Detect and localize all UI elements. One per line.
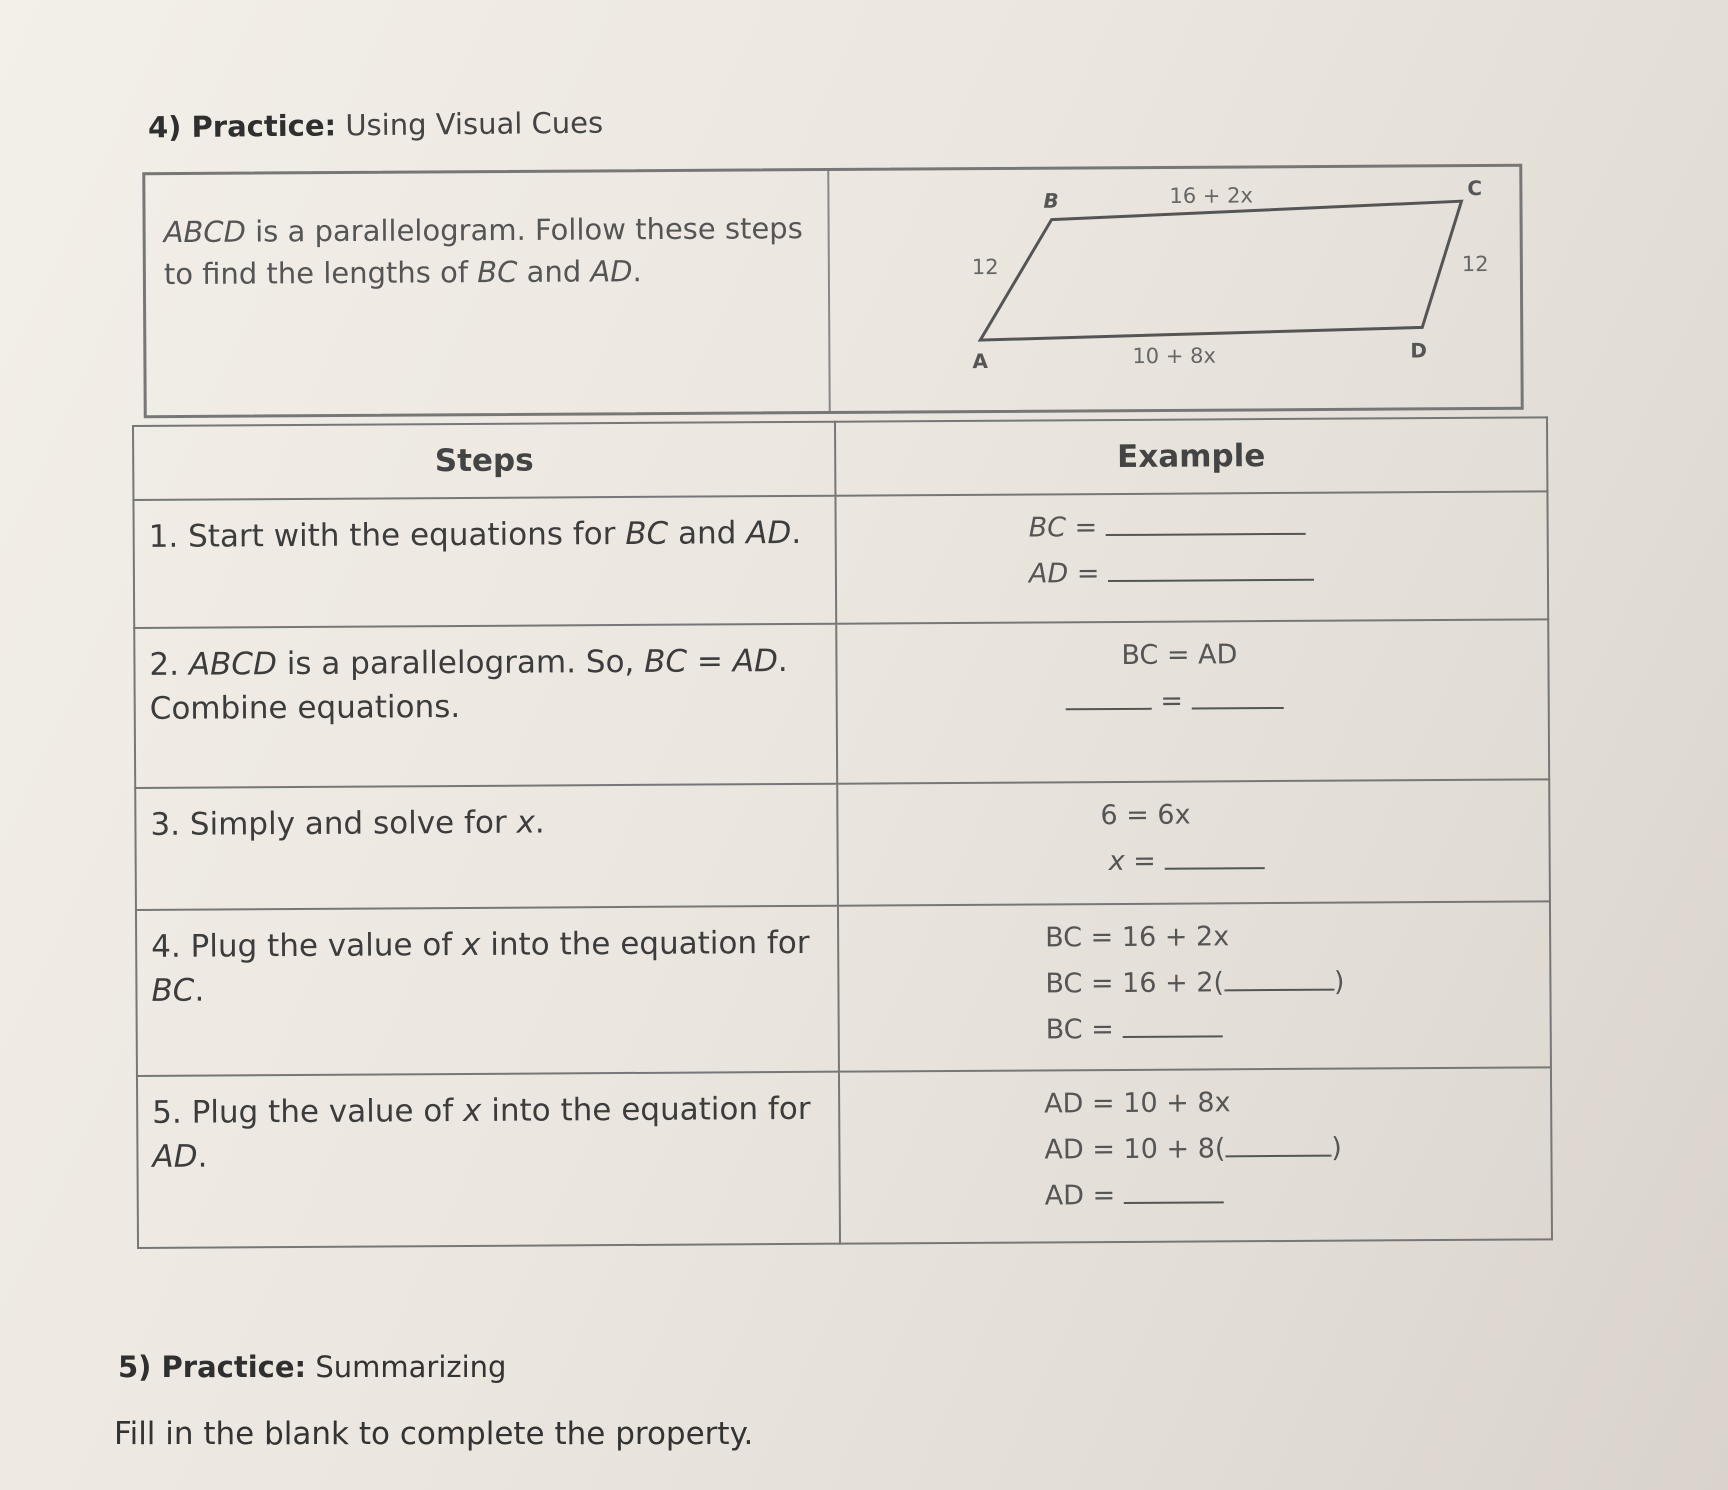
example-bc-equation: BC =	[1028, 512, 1098, 544]
problem-box-divider	[827, 171, 830, 411]
problem-box	[142, 164, 1523, 418]
answer-blank[interactable]	[1106, 507, 1306, 536]
example-line	[837, 630, 1547, 680]
answer-blank[interactable]	[1164, 841, 1264, 870]
step-3-example	[837, 779, 1550, 905]
intro-text-part1: is a parallelogram. Follow these steps to find the lengths of	[163, 211, 803, 292]
step-4-example	[838, 901, 1551, 1071]
step-variable: AD	[732, 643, 778, 680]
step-2-text	[134, 624, 837, 788]
side-ab-label: 12	[971, 254, 999, 280]
intro-text-end: .	[632, 254, 642, 289]
step-1-text	[133, 496, 836, 628]
step-text-part: and	[668, 515, 747, 552]
table-row	[135, 779, 1550, 910]
step-text-part: .	[777, 642, 788, 680]
answer-blank[interactable]	[1066, 682, 1152, 711]
step-variable: x	[516, 804, 535, 841]
vertex-d-label: D	[1410, 338, 1428, 363]
section-5-instruction: Fill in the blank to complete the property.	[114, 1416, 754, 1452]
step-text-part: =	[687, 643, 733, 680]
parallelogram-shape	[979, 201, 1462, 340]
example-bc-equals-ad: BC = AD	[1121, 639, 1238, 671]
intro-segment-ad: AD	[590, 254, 633, 289]
example-equation-6: 6 = 6x	[1100, 799, 1191, 832]
section-4-label: Practice:	[191, 108, 337, 144]
example-line	[839, 912, 1549, 962]
example-line	[837, 502, 1547, 552]
section-4-number: 4)	[147, 110, 182, 145]
step-3-text	[135, 784, 838, 910]
example-line	[840, 1004, 1550, 1054]
steps-table	[132, 416, 1553, 1249]
answer-blank[interactable]	[1191, 681, 1283, 710]
section-4-subtitle: Using Visual Cues	[345, 105, 604, 143]
example-ad-result: AD =	[1044, 1180, 1116, 1212]
step-text-part: 4. Plug the value of	[151, 926, 463, 965]
section-5-label: Practice:	[161, 1350, 307, 1384]
example-line	[839, 836, 1549, 886]
vertex-b-label: B	[1043, 188, 1059, 213]
step-text-part: 5. Plug the value of	[152, 1092, 464, 1131]
step-text-part: 1. Start with the equations for	[148, 515, 626, 555]
step-text-part: into the equation for	[480, 924, 810, 963]
example-close-paren: )	[1331, 1132, 1342, 1164]
step-2-example	[836, 619, 1549, 783]
answer-blank[interactable]	[1225, 1129, 1331, 1158]
example-line	[839, 958, 1549, 1008]
example-close-paren: )	[1333, 966, 1345, 998]
section-4-heading	[148, 106, 603, 145]
parallelogram-diagram	[831, 167, 1522, 411]
side-bc-label: 16 + 2x	[1169, 183, 1253, 208]
step-variable: ABCD	[188, 646, 278, 683]
section-5-heading	[118, 1350, 506, 1384]
side-ad-label: 10 + 8x	[1132, 343, 1216, 369]
side-cd-label: 12	[1461, 251, 1489, 277]
vertex-a-label: A	[972, 349, 988, 374]
example-bc-formula: BC = 16 + 2x	[1045, 921, 1230, 954]
steps-column-header: Steps	[133, 422, 835, 500]
step-variable: BC	[644, 643, 688, 680]
table-row	[134, 619, 1549, 788]
step-text-part: .	[791, 514, 802, 551]
section-5-subtitle: Summarizing	[315, 1350, 507, 1384]
step-variable: AD	[746, 514, 792, 552]
example-ad-formula: AD = 10 + 8x	[1044, 1087, 1231, 1120]
example-equals-sign: =	[1160, 685, 1184, 717]
step-1-example	[835, 491, 1548, 623]
table-row	[136, 901, 1551, 1076]
intro-shape-name: ABCD	[163, 214, 247, 250]
example-line	[837, 548, 1547, 598]
step-text-part: Combine equations.	[149, 689, 461, 727]
step-4-text	[136, 906, 839, 1076]
step-text-part: into the equation for	[481, 1090, 811, 1129]
step-5-text	[137, 1072, 840, 1248]
intro-text-and: and	[517, 254, 591, 289]
example-line	[840, 1124, 1550, 1174]
problem-intro-text	[163, 207, 804, 295]
step-variable: BC	[625, 515, 669, 552]
step-variable: x	[461, 926, 481, 963]
step-variable: AD	[152, 1138, 198, 1175]
step-text-part: 2.	[149, 646, 190, 683]
step-variable: BC	[151, 972, 195, 1009]
example-bc-result: BC =	[1045, 1014, 1114, 1046]
step-5-example	[839, 1067, 1552, 1243]
example-ad-substitution: AD = 10 + 8(	[1044, 1133, 1226, 1166]
example-line	[840, 1078, 1550, 1128]
step-variable: x	[463, 1092, 482, 1129]
vertex-c-label: C	[1467, 176, 1483, 201]
table-row	[137, 1067, 1552, 1248]
example-line	[838, 790, 1548, 840]
step-text-part: is a parallelogram. So,	[276, 643, 645, 683]
example-bc-substitution: BC = 16 + 2(	[1045, 967, 1225, 1000]
step-text-part: .	[534, 804, 545, 841]
table-row	[133, 491, 1548, 628]
answer-blank[interactable]	[1122, 1009, 1222, 1038]
answer-blank[interactable]	[1224, 963, 1334, 992]
example-line	[841, 1170, 1551, 1220]
section-5-number: 5)	[118, 1350, 152, 1384]
answer-blank[interactable]	[1108, 553, 1314, 582]
example-column-header: Example	[835, 417, 1547, 495]
table-header-row	[133, 417, 1547, 500]
example-x-equals: x =	[1108, 845, 1156, 878]
intro-segment-bc: BC	[477, 254, 518, 290]
step-text-part: .	[197, 1138, 208, 1175]
step-text-part: .	[194, 972, 205, 1009]
answer-blank[interactable]	[1124, 1175, 1224, 1204]
example-ad-equation: AD =	[1028, 558, 1100, 590]
step-text-part: 3. Simply and solve for	[150, 804, 517, 843]
example-line	[838, 676, 1548, 726]
